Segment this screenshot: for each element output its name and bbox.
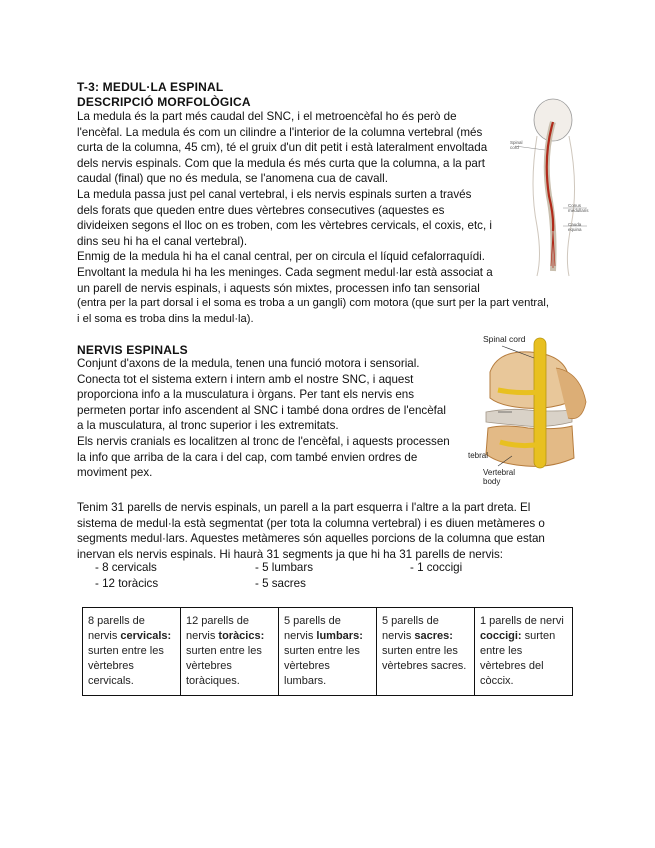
list-item-cervicals: - 8 cervicals [95, 560, 255, 576]
cell-text: 5 parells de nervis [382, 615, 439, 642]
list-item-coccigi: - 1 coccigi [410, 560, 515, 576]
spinal-nerves-paragraph [77, 356, 460, 481]
list-item-lumbars: - 5 lumbars [255, 560, 410, 576]
cell-keyword: lumbars: [316, 630, 363, 642]
text-line: dels nervis espinals. Com que la medula és més curta que la columna, a la part [77, 156, 485, 170]
text-line: la info que arriba de la cara i del cap, com també envien ordres de [77, 450, 418, 464]
spine-label-cauda: Cauda equina [568, 222, 582, 232]
cell-keyword: toràcics: [218, 630, 265, 642]
cell-keyword: coccigi: [480, 630, 522, 642]
cell-keyword: sacres: [414, 630, 453, 642]
page-title: T-3: MEDUL·LA ESPINAL [77, 80, 224, 94]
spine-illustration [507, 96, 597, 281]
text-line: dins seu hi ha el canal vertebral). [77, 234, 248, 248]
list-row [95, 560, 515, 576]
list-item-sacres: - 5 sacres [255, 576, 410, 592]
list-row [95, 576, 515, 592]
vertebra-label-body: Vertebral body [483, 468, 516, 486]
section-heading-morphology: DESCRIPCIÓ MORFOLÒGICA [77, 95, 251, 109]
table-cell-coccigi [475, 608, 573, 696]
table-cell-toracics [181, 608, 279, 696]
cell-text: 1 parells de nervi [480, 615, 564, 627]
text-line: a la musculatura, al tronc superior i les extremitats. [77, 419, 339, 433]
table-cell-lumbars [279, 608, 377, 696]
list-item-toracics: - 12 toràcics [95, 576, 255, 592]
cell-text: 12 parells de nervis [186, 615, 249, 642]
table-row [83, 608, 573, 696]
text-line: La medula passa just pel canal vertebral, i els nervis espinals surten a través [77, 187, 472, 201]
cell-text: 5 parells de nervis [284, 615, 341, 642]
cell-text: 8 parells de nervis [88, 615, 145, 642]
text-line: dels forats que queden entre dues vèrtebres consecutives (aquestes es [77, 203, 445, 217]
cell-keyword: cervicals: [120, 630, 172, 642]
segments-paragraph [77, 500, 579, 562]
section-heading-spinal-nerves: NERVIS ESPINALS [77, 343, 188, 357]
text-line: Enmig de la medula hi ha el canal central, per on circula el líquid cefalorraquídi. [77, 250, 485, 264]
spine-label-spinal-cord: Spinal cord [510, 140, 523, 150]
spine-label-conus: Conus medullaris [568, 203, 589, 213]
nerve-count-list [95, 560, 515, 592]
text-line: Els nervis cranials es localitzen al tronc de l'encèfal, i aquests processen [77, 434, 450, 448]
text-line: sistema de medul·la està segmentat (per tota la columna vertebral) i es diuen metàmeres o [77, 516, 545, 530]
table-cell-sacres [377, 608, 475, 696]
cell-text: surten entre les vèrtebres toràciques. [186, 645, 262, 687]
text-line: segments medul·lars. Aquestes metàmeres són aquelles porcions de la columna que estan [77, 532, 545, 546]
text-line: divideixen segons el lloc on es troben, com les vèrtebres cervicals, el coxis, etc, i [77, 219, 492, 233]
text-line: i el soma es troba dins la medul·la). [77, 312, 254, 325]
text-line: Tenim 31 parells de nervis espinals, un parell a la part esquerra i l'altre a la part dreta. El [77, 501, 531, 514]
cell-text: surten entre les vèrtebres cervicals. [88, 645, 164, 687]
cell-text: surten entre les vèrtebres lumbars. [284, 645, 360, 687]
intro-paragraph [77, 109, 498, 296]
cell-text: surten entre les vèrtebres sacres. [382, 645, 467, 672]
text-line: proporciona info a la musculatura i òrgans. Per tant els nervis ens [77, 388, 415, 402]
text-line: (entra per la part dorsal i el soma es troba a un gangli) com motora (que surt per la part ventral, [77, 297, 549, 309]
vertebra-label-spinal-cord: Spinal cord [483, 334, 526, 344]
text-line: La medula és la part més caudal del SNC, i el metroencèfal ho és però de [77, 110, 457, 123]
text-line: Envoltant la medula hi ha les meninges. Cada segment medul·lar està associat a [77, 265, 493, 279]
table-cell-cervicals [83, 608, 181, 696]
cell-text: surten entre les vèrtebres del còccix. [480, 630, 556, 687]
text-line: permeten portar info ascendent al SNC i també dona ordres de l'encèfal [77, 403, 446, 417]
vertebra-label-partial: tebral [468, 451, 489, 460]
text-line: curta de la columna, 45 cm), té el gruix d'un dit petit i està lateralment envoltada [77, 141, 488, 155]
text-line: moviment pex. [77, 466, 153, 480]
text-line: inervan els nervis espinals. Hi haurà 31 segments ja que hi ha 31 parells de nervis: [77, 547, 503, 561]
text-line: caudal (final) que no és medula, se l'anomena cua de cavall. [77, 172, 388, 186]
intro-paragraph-continued [77, 296, 581, 327]
nerve-pairs-table [82, 607, 573, 696]
text-line: Conjunt d'axons de la medula, tenen una funció motora i sensorial. [77, 357, 420, 370]
text-line: Conecta tot el sistema extern i intern amb el nostre SNC, i aquest [77, 372, 414, 386]
text-line: l'encèfal. La medula és com un cilindre a l'interior de la columna vertebral (més [77, 125, 483, 139]
text-line: un parell de nervis espinals, i aquests són mixtes, processen info tan sensorial [77, 281, 480, 295]
